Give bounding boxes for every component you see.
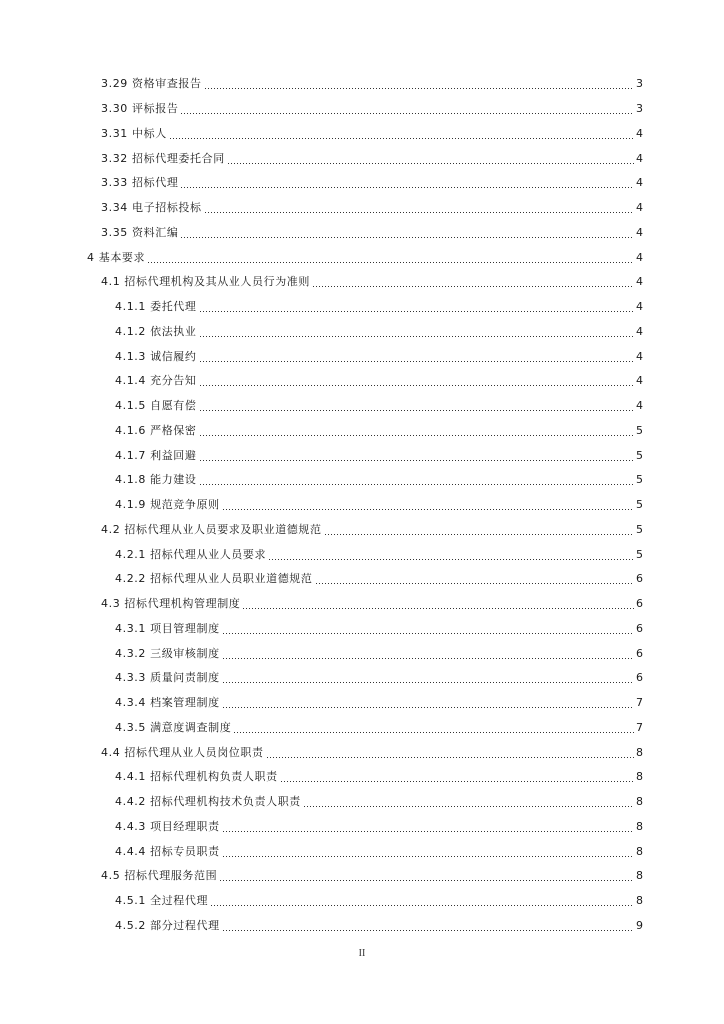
dot-leader bbox=[222, 919, 634, 933]
toc-entry-label bbox=[101, 102, 179, 116]
toc-entry-number: 4.3.4 bbox=[115, 696, 146, 710]
toc-entry-label bbox=[101, 869, 218, 883]
toc-entry-page: 8 bbox=[636, 819, 643, 833]
toc-entry-label bbox=[115, 647, 221, 661]
toc-entry[interactable] bbox=[0, 493, 724, 518]
toc-entry[interactable] bbox=[0, 889, 724, 914]
toc-entry-label bbox=[101, 226, 179, 240]
toc-entry-number: 4.2.1 bbox=[115, 547, 146, 561]
toc-entry-number: 3.35 bbox=[101, 225, 128, 239]
toc-entry-page: 3 bbox=[636, 102, 643, 116]
toc-entry-number: 4.1.2 bbox=[115, 324, 146, 338]
dot-leader bbox=[199, 449, 634, 463]
toc-entry-page: 4 bbox=[636, 349, 643, 363]
toc-entry-title: 招标代理从业人员要求 bbox=[150, 547, 267, 561]
toc-entry-number: 4.1.4 bbox=[115, 374, 146, 388]
toc-entry[interactable] bbox=[0, 468, 724, 493]
dot-leader bbox=[204, 77, 634, 91]
toc-entry-page: 5 bbox=[636, 473, 643, 487]
toc-entry[interactable] bbox=[0, 122, 724, 147]
toc-entry[interactable] bbox=[0, 839, 724, 864]
dot-leader bbox=[227, 152, 634, 166]
toc-entry[interactable] bbox=[0, 542, 724, 567]
toc-entry-page: 5 bbox=[636, 522, 643, 536]
toc-entry-number: 4.3.2 bbox=[115, 646, 146, 660]
toc-entry-label bbox=[115, 894, 209, 908]
toc-entry-number: 4.1.3 bbox=[115, 349, 146, 363]
dot-leader bbox=[180, 176, 634, 190]
toc-entry-title: 充分告知 bbox=[150, 374, 197, 388]
dot-leader bbox=[210, 894, 634, 908]
toc-entry-page: 4 bbox=[636, 225, 643, 239]
toc-entry-label bbox=[115, 498, 221, 512]
toc-entry[interactable] bbox=[0, 864, 724, 889]
toc-entry-title: 项目管理制度 bbox=[150, 621, 220, 635]
toc-entry[interactable] bbox=[0, 419, 724, 444]
toc-entry-label bbox=[101, 77, 203, 91]
toc-entry-number: 4.4.4 bbox=[115, 844, 146, 858]
toc-entry[interactable] bbox=[0, 740, 724, 765]
toc-entry-title: 招标代理从业人员要求及职业道德规范 bbox=[124, 522, 322, 536]
toc-entry-number: 4.4.1 bbox=[115, 770, 146, 784]
dot-leader bbox=[315, 572, 634, 586]
toc-entry[interactable] bbox=[0, 270, 724, 295]
toc-entry-title: 利益回避 bbox=[150, 448, 197, 462]
toc-entry-title: 全过程代理 bbox=[150, 894, 209, 908]
toc-entry-number: 4.5.2 bbox=[115, 918, 146, 932]
dot-leader bbox=[204, 201, 634, 215]
toc-entry-title: 自愿有偿 bbox=[150, 399, 197, 413]
toc-entry-page: 3 bbox=[636, 77, 643, 91]
toc-entry-label bbox=[115, 919, 221, 933]
toc-entry-title: 项目经理职责 bbox=[150, 819, 220, 833]
toc-entry-title: 基本要求 bbox=[98, 250, 146, 264]
toc-entry-label bbox=[115, 572, 314, 586]
table-of-contents bbox=[0, 72, 724, 938]
toc-entry-page: 4 bbox=[636, 176, 643, 190]
dot-leader bbox=[180, 226, 634, 240]
toc-entry-number: 4 bbox=[87, 250, 95, 264]
toc-entry-number: 4.2.2 bbox=[115, 572, 146, 586]
toc-entry-page: 4 bbox=[636, 399, 643, 413]
toc-entry-page: 6 bbox=[636, 621, 643, 635]
dot-leader bbox=[222, 696, 634, 710]
toc-entry-label bbox=[87, 251, 146, 265]
toc-entry-page: 9 bbox=[636, 918, 643, 932]
toc-entry[interactable] bbox=[0, 443, 724, 468]
toc-entry[interactable] bbox=[0, 716, 724, 741]
toc-entry[interactable] bbox=[0, 196, 724, 221]
toc-entry-page: 8 bbox=[636, 745, 643, 759]
toc-entry-number: 4.4.3 bbox=[115, 819, 146, 833]
toc-entry-title: 招标代理机构管理制度 bbox=[124, 597, 241, 611]
dot-leader bbox=[222, 845, 634, 859]
toc-entry-title: 能力建设 bbox=[150, 473, 197, 487]
toc-entry-page: 5 bbox=[636, 423, 643, 437]
toc-entry[interactable] bbox=[0, 567, 724, 592]
toc-entry-label bbox=[115, 325, 198, 339]
toc-entry-label bbox=[115, 399, 198, 413]
toc-entry-number: 3.33 bbox=[101, 176, 128, 190]
toc-entry-label bbox=[115, 795, 302, 809]
toc-entry-title: 招标代理机构技术负责人职责 bbox=[150, 795, 301, 809]
toc-entry-page: 5 bbox=[636, 448, 643, 462]
dot-leader bbox=[199, 473, 634, 487]
toc-entry-title: 规范竞争原则 bbox=[150, 498, 220, 512]
toc-entry-title: 质量问责制度 bbox=[150, 671, 220, 685]
toc-entry-title: 招标代理机构负责人职责 bbox=[150, 770, 278, 784]
toc-entry-title: 招标代理服务范围 bbox=[124, 869, 218, 883]
toc-entry-label bbox=[115, 770, 279, 784]
dot-leader bbox=[303, 795, 634, 809]
toc-entry-number: 4.3.3 bbox=[115, 671, 146, 685]
toc-entry[interactable] bbox=[0, 369, 724, 394]
toc-entry-page: 6 bbox=[636, 646, 643, 660]
toc-entry-page: 5 bbox=[636, 547, 643, 561]
toc-entry[interactable] bbox=[0, 245, 724, 270]
toc-entry-label bbox=[101, 152, 226, 166]
toc-entry[interactable] bbox=[0, 146, 724, 171]
toc-entry-label bbox=[101, 201, 203, 215]
toc-entry-page: 4 bbox=[636, 324, 643, 338]
toc-entry-label bbox=[115, 820, 221, 834]
toc-entry[interactable] bbox=[0, 394, 724, 419]
toc-entry[interactable] bbox=[0, 344, 724, 369]
toc-entry[interactable] bbox=[0, 914, 724, 939]
toc-entry-label bbox=[115, 548, 267, 562]
toc-entry-page: 4 bbox=[636, 300, 643, 314]
toc-entry-title: 招标代理委托合同 bbox=[132, 151, 225, 165]
toc-entry-page: 8 bbox=[636, 894, 643, 908]
toc-entry-page: 7 bbox=[636, 720, 643, 734]
toc-entry-title: 电子招标投标 bbox=[132, 201, 202, 215]
toc-entry-title: 三级审核制度 bbox=[150, 646, 220, 660]
toc-entry[interactable] bbox=[0, 320, 724, 345]
toc-entry-number: 4.4 bbox=[101, 745, 121, 759]
toc-entry-page: 4 bbox=[636, 275, 643, 289]
toc-entry-number: 3.29 bbox=[101, 77, 128, 91]
toc-entry-number: 4.1 bbox=[101, 275, 121, 289]
toc-entry-label bbox=[115, 721, 232, 735]
toc-entry-title: 委托代理 bbox=[150, 300, 197, 314]
dot-leader bbox=[169, 127, 634, 141]
toc-entry[interactable] bbox=[0, 72, 724, 97]
toc-entry-title: 依法执业 bbox=[150, 324, 197, 338]
toc-entry-label bbox=[115, 845, 221, 859]
toc-entry-title: 评标报告 bbox=[132, 102, 179, 116]
toc-entry-page: 8 bbox=[636, 844, 643, 858]
dot-leader bbox=[222, 498, 634, 512]
toc-entry-page: 8 bbox=[636, 869, 643, 883]
dot-leader bbox=[199, 350, 634, 364]
toc-entry-number: 4.3.1 bbox=[115, 621, 146, 635]
toc-entry-label bbox=[115, 671, 221, 685]
toc-entry-label bbox=[115, 622, 221, 636]
toc-entry[interactable] bbox=[0, 97, 724, 122]
toc-entry-label bbox=[101, 597, 241, 611]
toc-entry-title: 满意度调查制度 bbox=[150, 720, 232, 734]
dot-leader bbox=[280, 770, 634, 784]
toc-entry-page: 5 bbox=[636, 498, 643, 512]
toc-entry[interactable] bbox=[0, 815, 724, 840]
toc-entry-label bbox=[101, 176, 179, 190]
toc-entry-number: 4.1.5 bbox=[115, 399, 146, 413]
toc-entry-number: 4.1.8 bbox=[115, 473, 146, 487]
toc-entry-label bbox=[115, 473, 198, 487]
toc-entry-page: 4 bbox=[636, 374, 643, 388]
dot-leader bbox=[312, 275, 634, 289]
toc-entry-label bbox=[115, 696, 221, 710]
dot-leader bbox=[222, 671, 634, 685]
dot-leader bbox=[147, 251, 634, 265]
toc-entry-label bbox=[101, 746, 265, 760]
toc-entry-title: 中标人 bbox=[132, 126, 167, 140]
toc-entry-title: 招标代理从业人员岗位职责 bbox=[124, 745, 264, 759]
toc-entry-title: 资格审查报告 bbox=[132, 77, 202, 91]
toc-entry[interactable] bbox=[0, 518, 724, 543]
toc-entry-title: 诚信履约 bbox=[150, 349, 197, 363]
dot-leader bbox=[199, 399, 634, 413]
toc-entry[interactable] bbox=[0, 765, 724, 790]
toc-entry[interactable] bbox=[0, 617, 724, 642]
toc-entry-label bbox=[115, 374, 198, 388]
toc-entry-number: 3.34 bbox=[101, 201, 128, 215]
toc-entry-number: 4.1.1 bbox=[115, 300, 146, 314]
toc-entry-number: 3.31 bbox=[101, 126, 128, 140]
toc-entry-page: 4 bbox=[636, 250, 643, 264]
toc-entry-label bbox=[115, 300, 198, 314]
dot-leader bbox=[222, 820, 634, 834]
toc-entry-number: 3.30 bbox=[101, 102, 128, 116]
dot-leader bbox=[222, 647, 634, 661]
toc-entry-number: 4.3 bbox=[101, 597, 121, 611]
toc-entry-number: 4.5 bbox=[101, 869, 121, 883]
dot-leader bbox=[199, 374, 634, 388]
toc-entry-title: 招标代理 bbox=[132, 176, 179, 190]
toc-entry-number: 4.5.1 bbox=[115, 894, 146, 908]
toc-entry-page: 8 bbox=[636, 795, 643, 809]
toc-entry-title: 档案管理制度 bbox=[150, 696, 220, 710]
dot-leader bbox=[324, 523, 634, 537]
dot-leader bbox=[266, 746, 634, 760]
toc-entry[interactable] bbox=[0, 790, 724, 815]
toc-entry[interactable] bbox=[0, 666, 724, 691]
page-number-footer: II bbox=[358, 948, 366, 959]
toc-entry-label bbox=[115, 449, 198, 463]
toc-entry-page: 8 bbox=[636, 770, 643, 784]
toc-entry-number: 4.1.6 bbox=[115, 423, 146, 437]
toc-entry-number: 3.32 bbox=[101, 151, 128, 165]
toc-entry-page: 4 bbox=[636, 151, 643, 165]
toc-entry-title: 部分过程代理 bbox=[150, 918, 220, 932]
dot-leader bbox=[199, 424, 634, 438]
toc-entry-label bbox=[101, 523, 323, 537]
dot-leader bbox=[199, 300, 634, 314]
dot-leader bbox=[199, 325, 634, 339]
toc-entry[interactable] bbox=[0, 295, 724, 320]
toc-entry[interactable] bbox=[0, 171, 724, 196]
toc-entry-title: 招标代理从业人员职业道德规范 bbox=[150, 572, 313, 586]
dot-leader bbox=[219, 869, 634, 883]
toc-entry-number: 4.3.5 bbox=[115, 720, 146, 734]
toc-entry-number: 4.2 bbox=[101, 522, 121, 536]
toc-entry-page: 4 bbox=[636, 201, 643, 215]
toc-entry-page: 7 bbox=[636, 696, 643, 710]
dot-leader bbox=[233, 721, 634, 735]
toc-entry-page: 6 bbox=[636, 572, 643, 586]
toc-entry[interactable] bbox=[0, 641, 724, 666]
toc-entry-page: 6 bbox=[636, 597, 643, 611]
toc-entry-number: 4.1.9 bbox=[115, 498, 146, 512]
toc-entry-label bbox=[115, 424, 198, 438]
toc-entry-label bbox=[115, 350, 198, 364]
toc-entry-page: 4 bbox=[636, 126, 643, 140]
toc-entry-label bbox=[101, 275, 311, 289]
toc-entry-number: 4.1.7 bbox=[115, 448, 146, 462]
toc-entry-label bbox=[101, 127, 168, 141]
toc-entry[interactable] bbox=[0, 691, 724, 716]
toc-entry-title: 招标代理机构及其从业人员行为准则 bbox=[124, 275, 311, 289]
dot-leader bbox=[180, 102, 634, 116]
dot-leader bbox=[222, 622, 634, 636]
toc-entry[interactable] bbox=[0, 221, 724, 246]
toc-entry-title: 严格保密 bbox=[150, 423, 197, 437]
toc-entry-title: 资料汇编 bbox=[132, 225, 179, 239]
dot-leader bbox=[242, 597, 634, 611]
toc-entry-number: 4.4.2 bbox=[115, 795, 146, 809]
toc-entry-title: 招标专员职责 bbox=[150, 844, 220, 858]
toc-entry[interactable] bbox=[0, 592, 724, 617]
dot-leader bbox=[268, 548, 634, 562]
toc-entry-page: 6 bbox=[636, 671, 643, 685]
